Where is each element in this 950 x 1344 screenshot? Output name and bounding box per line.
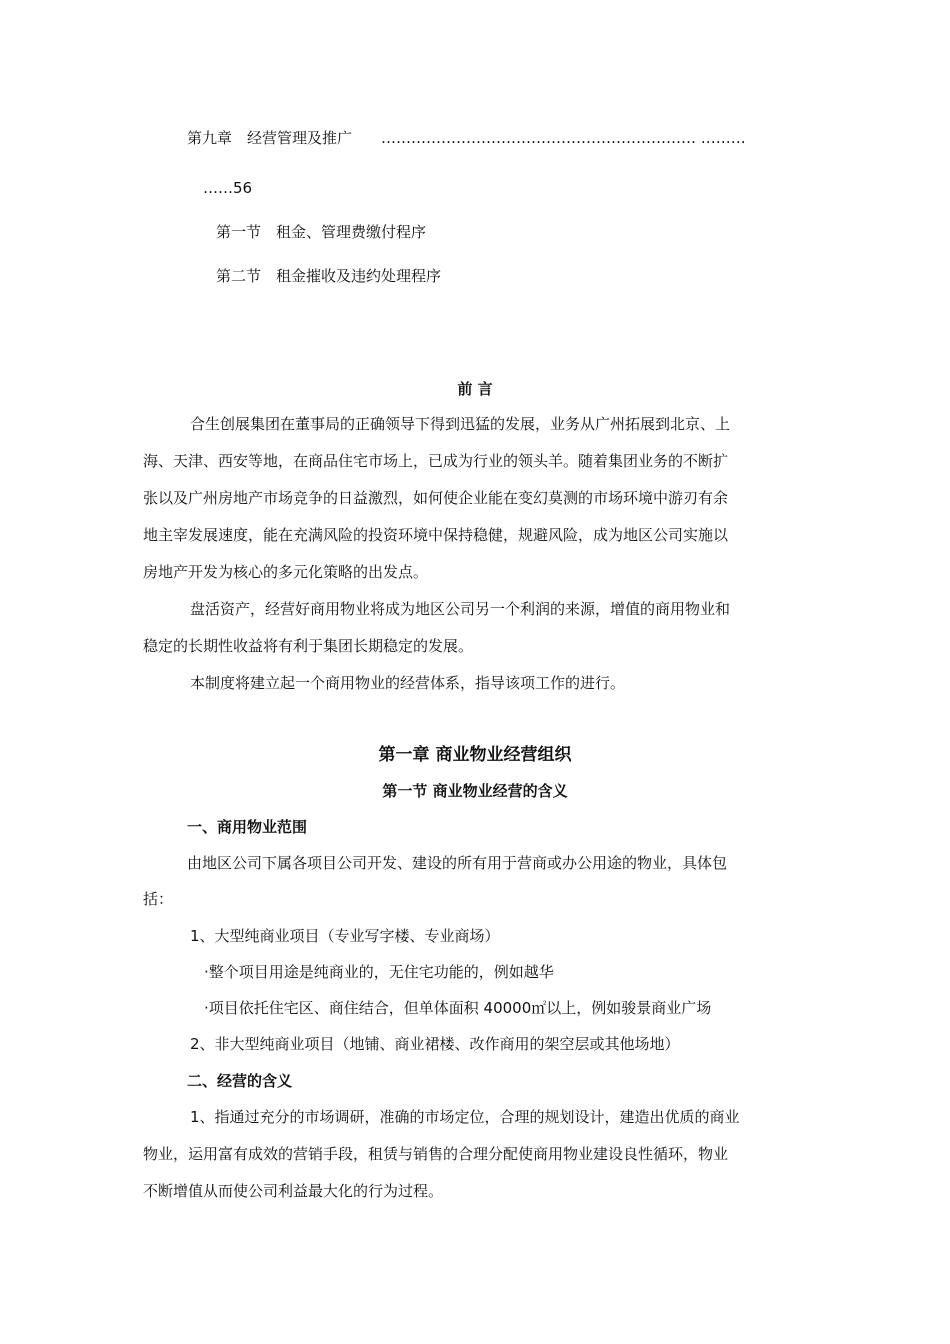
heading-meaning: 二、经营的含义: [187, 1072, 293, 1090]
preface-p3-line1: 本制度将建立起一个商用物业的经营体系，指导该项工作的进行。: [190, 674, 626, 692]
scope-line2: 括：: [143, 890, 174, 908]
preface-p2-line2: 稳定的长期性收益将有利于集团长期稳定的发展。: [143, 637, 474, 655]
chapter1-section1-title: 第一节 商业物业经营的含义: [382, 782, 568, 800]
list-item-2: 2、非大型纯商业项目（地铺、商业裙楼、改作商用的架空层或其他场地）: [190, 1035, 680, 1053]
scope-line1: 由地区公司下属各项目公司开发、建设的所有用于营商或办公用途的物业，具体包: [187, 854, 728, 872]
toc-chapter9-title: 第九章 经营管理及推广: [187, 129, 353, 147]
preface-p1-line4: 地主宰发展速度，能在充满风险的投资环境中保持稳健，规避风险，成为地区公司实施以: [143, 526, 729, 544]
list-item-1a: ·整个项目用途是纯商业的，无住宅功能的，例如越华: [204, 963, 554, 981]
toc-section2: 第二节 租金摧收及违约处理程序: [216, 267, 442, 285]
preface-p2-line1: 盘活资产，经营好商用物业将成为地区公司另一个利润的来源，增值的商用物业和: [190, 600, 731, 618]
meaning-line2: 物业，运用富有成效的营销手段，租赁与销售的合理分配使商用物业建设良性循环，物业: [143, 1145, 729, 1163]
meaning-line3: 不断增值从而使公司利益最大化的行为过程。: [143, 1182, 444, 1200]
preface-p1-line2: 海、天津、西安等地，在商品住宅市场上，已成为行业的领头羊。随着集团业务的不断扩: [143, 452, 729, 470]
toc-chapter9-dots: ……………………………………………………… ………: [381, 129, 746, 147]
preface-p1-line3: 张以及广州房地产市场竞争的日益激烈，如何使企业能在变幻莫测的市场环境中游刃有余: [143, 489, 729, 507]
chapter1-title: 第一章 商业物业经营组织: [378, 745, 572, 765]
heading-scope: 一、商用物业范围: [187, 818, 308, 836]
toc-chapter9-page: ……56: [203, 179, 253, 197]
preface-p1-line1: 合生创展集团在董事局的正确领导下得到迅猛的发展，业务从广州拓展到北京、上: [190, 415, 731, 433]
toc-section1: 第一节 租金、管理费缴付程序: [216, 223, 427, 241]
preface-title: 前 言: [457, 380, 493, 398]
meaning-line1: 1、指通过充分的市场调研，准确的市场定位，合理的规划设计，建造出优质的商业: [190, 1108, 740, 1126]
list-item-1: 1、大型纯商业项目（专业写字楼、专业商场）: [190, 927, 500, 945]
list-item-1b: ·项目依托住宅区、商住结合，但单体面积 40000㎡以上，例如骏景商业广场: [204, 999, 712, 1017]
preface-p1-line5: 房地产开发为核心的多元化策略的出发点。: [143, 563, 429, 581]
